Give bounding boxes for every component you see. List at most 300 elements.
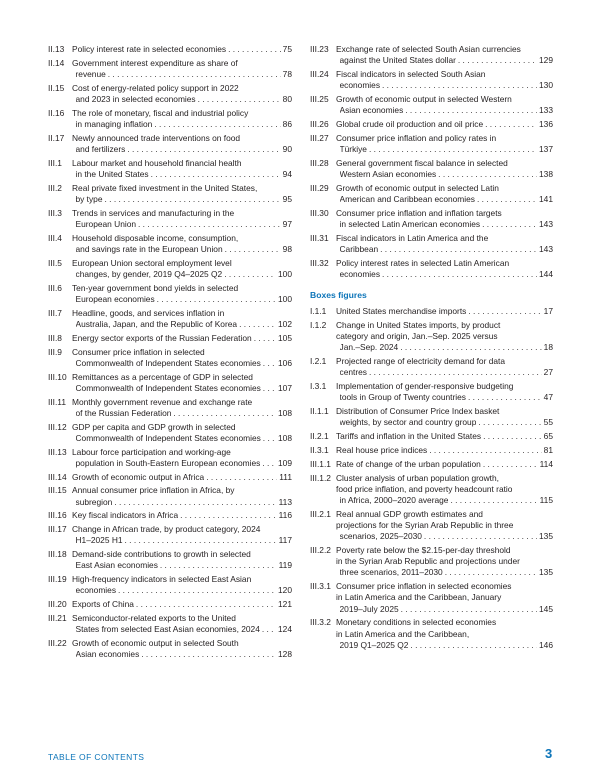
toc-entry[interactable] <box>48 613 292 635</box>
entry-page: 95 <box>282 194 292 204</box>
entry-number: III.27 <box>310 132 329 143</box>
entry-page: 137 <box>539 144 553 154</box>
entry-number: III.30 <box>310 207 329 218</box>
entry-title: by type <box>75 194 103 204</box>
toc-entry[interactable] <box>310 381 553 403</box>
dot-leader <box>151 169 281 180</box>
entry-title: Ten-year government bond yields in selected <box>72 282 239 293</box>
entry-page: 143 <box>539 244 553 254</box>
toc-entry[interactable] <box>48 485 292 507</box>
toc-entry[interactable] <box>310 406 553 428</box>
entry-number: III.25 <box>310 94 329 104</box>
toc-right-column <box>310 44 553 654</box>
toc-entry[interactable] <box>48 258 292 280</box>
entry-number: III.18 <box>48 549 67 560</box>
toc-entry[interactable] <box>310 306 553 317</box>
entry-page: 138 <box>539 169 553 179</box>
toc-entry[interactable] <box>310 356 553 378</box>
entry-number: III.3.2 <box>310 617 331 628</box>
entry-number: III.1 <box>48 157 62 168</box>
entry-number: II.1.1 <box>310 406 329 417</box>
entry-page: 108 <box>278 407 292 418</box>
dot-leader <box>468 392 542 403</box>
entry-number: III.23 <box>310 44 329 54</box>
entry-title: American and Caribbean economies <box>339 194 475 204</box>
toc-entry[interactable] <box>48 347 292 369</box>
entry-title: Policy interest rates in selected Latin American <box>336 257 510 268</box>
dot-leader <box>225 244 281 255</box>
entry-number: III.12 <box>48 421 67 432</box>
entry-title: and 2023 in selected economies <box>75 94 196 104</box>
entry-page: 129 <box>539 55 553 66</box>
entry-number: I.2.1 <box>310 356 327 367</box>
entry-title: Real annual GDP growth estimates and <box>336 508 483 519</box>
toc-entry[interactable] <box>48 333 292 344</box>
toc-entry[interactable] <box>48 599 292 610</box>
entry-page: 124 <box>278 624 292 635</box>
entry-title: subregion <box>75 496 113 507</box>
entry-title: Semiconductor-related exports to the United <box>72 612 236 623</box>
entry-number: III.2.1 <box>310 508 331 519</box>
entry-title: Real private fixed investment in the United States, <box>72 182 258 193</box>
entry-page: 100 <box>278 269 292 279</box>
entry-title: Household disposable income, consumption, <box>72 232 239 243</box>
entry-number: I.3.1 <box>310 381 327 392</box>
entry-title: in Latin America and the Caribbean, <box>336 628 470 639</box>
entry-number: III.22 <box>48 637 67 648</box>
dot-leader <box>157 294 276 305</box>
entry-title: High-frequency indicators in selected East Asian <box>72 574 252 585</box>
entry-page: 100 <box>278 294 292 304</box>
entry-page: 18 <box>543 342 553 353</box>
toc-entry[interactable] <box>48 422 292 444</box>
dot-leader <box>468 306 541 317</box>
entry-title: Growth of economic output in selected South <box>72 637 239 648</box>
entry-number: III.2 <box>48 182 62 193</box>
entry-page: 114 <box>539 458 553 469</box>
dot-leader <box>154 119 280 130</box>
entry-title: three scenarios, 2011–2030 <box>339 567 443 578</box>
toc-entry[interactable] <box>48 447 292 469</box>
entry-number: III.26 <box>310 119 329 129</box>
entry-page: 146 <box>539 639 553 650</box>
entry-title: Change in United States imports, by product <box>336 320 501 330</box>
entry-title: Poverty rate below the $2.15-per-day threshold <box>336 545 511 555</box>
entry-title: Demand-side contributions to growth in selected <box>72 549 251 560</box>
entry-page: 65 <box>543 431 553 442</box>
entry-title: Consumer price inflation in selected <box>72 346 205 357</box>
toc-entry[interactable] <box>310 473 553 507</box>
entry-number: I.1.2 <box>310 320 327 330</box>
entry-title: economies <box>75 585 117 596</box>
entry-page: 81 <box>543 445 553 455</box>
entry-title: of the Russian Federation <box>75 407 172 418</box>
toc-entry[interactable] <box>310 44 553 66</box>
dot-leader <box>118 585 276 596</box>
entry-title: General government fiscal balance in selected <box>336 157 508 168</box>
entry-page: 78 <box>282 69 292 79</box>
entry-number: III.13 <box>48 446 67 457</box>
toc-entry[interactable] <box>48 183 292 205</box>
entry-number: III.32 <box>310 257 329 268</box>
entry-page: 135 <box>539 567 553 578</box>
dot-leader <box>263 383 276 394</box>
entry-title: Newly announced trade interventions on food <box>72 132 241 143</box>
entry-number: III.19 <box>48 574 67 585</box>
toc-entry[interactable] <box>48 158 292 180</box>
entry-title: Caribbean <box>339 244 379 254</box>
dot-leader <box>228 44 281 55</box>
entry-page: 130 <box>539 80 553 91</box>
entry-page: 106 <box>278 357 292 368</box>
entry-page: 86 <box>282 119 292 129</box>
entry-title: Consumer price inflation and inflation targets <box>336 207 502 218</box>
entry-page: 75 <box>282 44 292 54</box>
entry-title: Real house price indices <box>336 445 428 455</box>
entry-number: III.28 <box>310 157 329 168</box>
dot-leader <box>482 219 537 230</box>
dot-leader <box>105 194 281 205</box>
dot-leader <box>445 567 537 578</box>
dot-leader <box>382 269 537 280</box>
entry-title: Labour market and household financial health <box>72 157 242 168</box>
entry-number: III.3.1 <box>310 581 331 592</box>
toc-entry[interactable] <box>48 308 292 330</box>
dot-leader <box>180 510 277 521</box>
dot-leader <box>400 342 541 353</box>
dot-leader <box>438 169 537 180</box>
toc-entry[interactable] <box>48 108 292 130</box>
entry-title: in Latin America and the Caribbean, January <box>336 592 502 603</box>
toc-entry[interactable] <box>48 510 292 521</box>
entry-page: 135 <box>539 531 553 542</box>
toc-entry[interactable] <box>48 133 292 155</box>
entry-number: III.8 <box>48 332 62 343</box>
dot-leader <box>410 640 537 651</box>
entry-title: European Union <box>75 219 137 229</box>
entry-title: Growth of economic output in selected Western <box>336 94 512 104</box>
entry-page: 98 <box>282 244 292 254</box>
entry-title: Commonwealth of Independent States economies <box>75 382 261 393</box>
dot-leader <box>138 219 281 230</box>
entry-number: III.7 <box>48 307 62 318</box>
entry-page: 115 <box>539 495 553 505</box>
entry-number: III.10 <box>48 371 67 382</box>
entry-number: III.15 <box>48 485 67 496</box>
entry-page: 120 <box>278 585 292 596</box>
dot-leader <box>263 358 276 369</box>
toc-entry[interactable] <box>310 459 553 470</box>
toc-entry[interactable] <box>48 472 292 483</box>
entry-title: in Africa, 2000–2020 average <box>339 495 449 505</box>
dot-leader <box>108 69 281 80</box>
toc-entry[interactable] <box>48 44 292 55</box>
entry-page: 80 <box>282 94 292 104</box>
entry-title: Trends in services and manufacturing in the <box>72 207 235 218</box>
entry-title: Commonwealth of Independent States economies <box>75 357 261 368</box>
entry-title: East Asian economies <box>75 560 158 571</box>
entry-title: Change in African trade, by product category, 2024 <box>72 524 261 535</box>
dot-leader <box>125 535 277 546</box>
toc-entry[interactable] <box>310 509 553 543</box>
entry-number: I.1.1 <box>310 306 327 317</box>
entry-page: 111 <box>279 471 292 482</box>
entry-number: III.17 <box>48 524 67 535</box>
toc-entry[interactable] <box>310 445 553 456</box>
dot-leader <box>477 194 537 205</box>
toc-entry[interactable] <box>310 119 553 130</box>
toc-entry[interactable] <box>310 545 553 579</box>
entry-title: economies <box>339 80 381 91</box>
entry-title: revenue <box>75 69 106 79</box>
entry-title: Projected range of electricity demand for data <box>336 356 505 367</box>
entry-title: Exports of China <box>72 599 134 610</box>
entry-title: Distribution of Consumer Price Index basket <box>336 406 500 417</box>
entry-title: Growth of economic output in selected Latin <box>336 182 499 193</box>
entry-title: Exchange rate of selected South Asian currencies <box>336 44 521 54</box>
entry-page: 90 <box>282 144 292 154</box>
entry-title: States from selected East Asian economies, 2024 <box>75 624 260 635</box>
entry-title: Key fiscal indicators in Africa <box>72 510 179 521</box>
entry-title: in the Syrian Arab Republic and projections under <box>336 556 520 567</box>
entry-title: Cost of energy-related policy support in 2022 <box>72 82 239 93</box>
entry-number: III.1.1 <box>310 458 331 469</box>
entry-title: Remittances as a percentage of GDP in selected <box>72 371 253 382</box>
entry-number: II.16 <box>48 107 65 118</box>
dot-leader <box>239 319 276 330</box>
entry-page: 121 <box>278 599 292 610</box>
entry-title: GDP per capita and GDP growth in selected <box>72 421 236 432</box>
toc-entry[interactable] <box>48 233 292 255</box>
toc-entry[interactable] <box>48 372 292 394</box>
entry-title: Jan.–Sep. 2024 <box>339 342 399 353</box>
dot-leader <box>262 624 276 635</box>
entry-title: Implementation of gender-responsive budgeting <box>336 381 514 392</box>
entry-page: 119 <box>278 560 292 571</box>
entry-page: 94 <box>282 169 292 179</box>
entry-title: Government interest expenditure as share of <box>72 57 238 68</box>
entry-title: and fertilizers <box>75 144 126 154</box>
entry-page: 116 <box>278 510 292 521</box>
entry-number: II.14 <box>48 57 65 68</box>
entry-title: population in South-Eastern European economies <box>75 457 261 468</box>
entry-number: II.13 <box>48 44 65 54</box>
toc-entry[interactable] <box>48 524 292 546</box>
toc-entry[interactable] <box>310 183 553 205</box>
entry-title: Energy sector exports of the Russian Federation <box>72 332 252 343</box>
entry-page: 105 <box>278 332 292 343</box>
entry-page: 133 <box>539 105 553 116</box>
dot-leader <box>136 599 276 610</box>
entry-number: III.2.2 <box>310 545 331 555</box>
boxes-figures-list <box>310 306 553 651</box>
entry-title: in the United States <box>75 169 149 179</box>
entry-title: Fiscal indicators in selected South Asian <box>336 69 486 79</box>
entry-number: III.24 <box>310 69 329 79</box>
entry-title: Commonwealth of Independent States economies <box>75 432 261 443</box>
dot-leader <box>458 55 537 66</box>
entry-title: Global crude oil production and oil price <box>336 119 484 129</box>
toc-entry[interactable] <box>48 638 292 660</box>
dot-leader <box>401 604 537 615</box>
toc-entry[interactable] <box>48 283 292 305</box>
entry-title: Policy interest rate in selected economies <box>72 44 227 54</box>
entry-number: III.11 <box>48 396 67 407</box>
dot-leader <box>369 367 542 378</box>
toc-entry[interactable] <box>310 208 553 230</box>
entry-page: 145 <box>539 603 553 614</box>
entry-page: 136 <box>539 119 553 129</box>
toc-entry[interactable] <box>310 94 553 116</box>
entry-title: United States merchandise imports <box>336 306 467 317</box>
dot-leader <box>478 417 541 428</box>
entry-page: 107 <box>278 382 292 393</box>
entry-title: category and origin, Jan.–Sep. 2025 versus <box>336 331 498 342</box>
entry-title: Labour force participation and working-age <box>72 446 231 457</box>
entry-title: European economies <box>75 294 155 304</box>
dot-leader <box>173 408 276 419</box>
entry-title: Growth of economic output in Africa <box>72 471 205 482</box>
dot-leader <box>405 105 537 116</box>
entry-title: Consumer price inflation and policy rates in <box>336 132 497 143</box>
entry-title: Rate of change of the urban population <box>336 458 481 469</box>
entry-title: H1–2025 H1 <box>75 535 123 546</box>
entry-title: Monthly government revenue and exchange rate <box>72 396 253 407</box>
toc-entry[interactable] <box>48 208 292 230</box>
dot-leader <box>485 119 537 130</box>
entry-page: 102 <box>278 319 292 329</box>
dot-leader <box>429 445 541 456</box>
entry-page: 97 <box>282 219 292 229</box>
entry-title: Türkiye <box>339 144 367 154</box>
entry-title: scenarios, 2025–2030 <box>339 531 422 542</box>
entry-page: 143 <box>539 219 553 229</box>
dot-leader <box>141 649 276 660</box>
entry-page: 55 <box>543 417 553 428</box>
entry-title: Tariffs and inflation in the United States <box>336 431 482 442</box>
entry-title: projections for the Syrian Arab Republic in three <box>336 520 514 530</box>
toc-entry[interactable] <box>310 158 553 180</box>
entry-title: 2019–July 2025 <box>339 603 399 614</box>
dot-leader <box>254 333 276 344</box>
dot-leader <box>263 433 276 444</box>
dot-leader <box>198 94 281 105</box>
entry-title: Asian economies <box>75 649 140 660</box>
toc-entry[interactable] <box>48 549 292 571</box>
entry-page: 108 <box>278 432 292 443</box>
entry-title: and savings rate in the European Union <box>75 244 223 254</box>
dot-leader <box>424 531 537 542</box>
entry-title: Annual consumer price inflation in Africa, by <box>72 485 235 496</box>
entry-title: tools in Group of Twenty countries <box>339 392 466 403</box>
dot-leader <box>483 459 538 470</box>
toc-entry[interactable] <box>48 397 292 419</box>
entry-title: in selected Latin American economies <box>339 219 481 229</box>
dot-leader <box>114 497 276 508</box>
entry-number: III.5 <box>48 257 62 268</box>
entry-page: 47 <box>543 392 553 403</box>
entry-page: 27 <box>543 367 553 378</box>
dot-leader <box>160 560 277 571</box>
entry-number: III.31 <box>310 232 329 243</box>
entry-number: III.14 <box>48 471 67 482</box>
toc-entry[interactable] <box>48 574 292 596</box>
entry-title: Australia, Japan, and the Republic of Korea <box>75 319 238 329</box>
toc-left-column <box>48 44 292 663</box>
entry-page: 128 <box>278 649 292 660</box>
toc-entry[interactable] <box>310 233 553 255</box>
dot-leader <box>369 144 537 155</box>
entry-title: in managing inflation <box>75 119 153 129</box>
figures-list-continued <box>310 44 553 280</box>
entry-title: against the United States dollar <box>339 55 456 66</box>
entry-title: weights, by sector and country group <box>339 417 477 428</box>
entry-number: III.21 <box>48 612 67 623</box>
entry-number: III.1.2 <box>310 472 331 483</box>
dot-leader <box>224 269 276 280</box>
toc-entry[interactable] <box>310 617 553 651</box>
toc-entry[interactable] <box>310 320 553 354</box>
toc-entry[interactable] <box>310 581 553 615</box>
entry-title: food price inflation, and poverty headcount ratio <box>336 483 513 494</box>
entry-number: III.6 <box>48 282 62 293</box>
toc-entry[interactable] <box>48 83 292 105</box>
entry-title: economies <box>339 269 381 279</box>
page-number: 3 <box>545 746 553 761</box>
entry-title: Headline, goods, and services inflation in <box>72 307 225 318</box>
entry-number: III.16 <box>48 510 67 521</box>
entry-title: European Union sectoral employment level <box>72 257 232 268</box>
dot-leader <box>380 244 537 255</box>
toc-entry[interactable] <box>310 431 553 442</box>
entry-title: Consumer price inflation in selected economies <box>336 581 512 592</box>
entry-page: 113 <box>278 496 292 507</box>
entry-page: 117 <box>278 535 292 546</box>
entry-number: II.2.1 <box>310 431 329 442</box>
toc-entry[interactable] <box>48 58 292 80</box>
entry-title: Cluster analysis of urban population growth, <box>336 472 499 483</box>
dot-leader <box>127 144 280 155</box>
boxes-figures-heading: Boxes figures <box>310 290 367 301</box>
entry-number: III.20 <box>48 599 67 610</box>
entry-title: 2019 Q1–2025 Q2 <box>339 639 409 650</box>
dot-leader <box>382 80 537 91</box>
dot-leader <box>450 495 537 506</box>
entry-page: 17 <box>543 306 553 317</box>
entry-number: II.15 <box>48 82 65 93</box>
entry-number: III.9 <box>48 346 62 357</box>
dot-leader <box>483 431 542 442</box>
entry-title: The role of monetary, fiscal and industrial policy <box>72 107 249 118</box>
entry-title: centres <box>339 367 367 378</box>
footer-label: TABLE OF CONTENTS <box>48 752 145 762</box>
toc-entry[interactable] <box>310 69 553 91</box>
entry-number: III.4 <box>48 232 62 243</box>
entry-page: 109 <box>278 457 292 468</box>
toc-entry[interactable] <box>310 258 553 280</box>
entry-title: Asian economies <box>339 105 404 116</box>
entry-number: II.3.1 <box>310 445 329 455</box>
entry-title: changes, by gender, 2019 Q4–2025 Q2 <box>75 269 223 279</box>
entry-number: III.3 <box>48 207 62 218</box>
entry-page: 144 <box>539 269 553 279</box>
entry-title: Fiscal indicators in Latin America and the <box>336 232 489 243</box>
toc-entry[interactable] <box>310 133 553 155</box>
entry-title: Monetary conditions in selected economies <box>336 617 497 628</box>
entry-number: II.17 <box>48 132 65 143</box>
dot-leader <box>262 458 276 469</box>
entry-title: Western Asian economies <box>339 169 437 179</box>
